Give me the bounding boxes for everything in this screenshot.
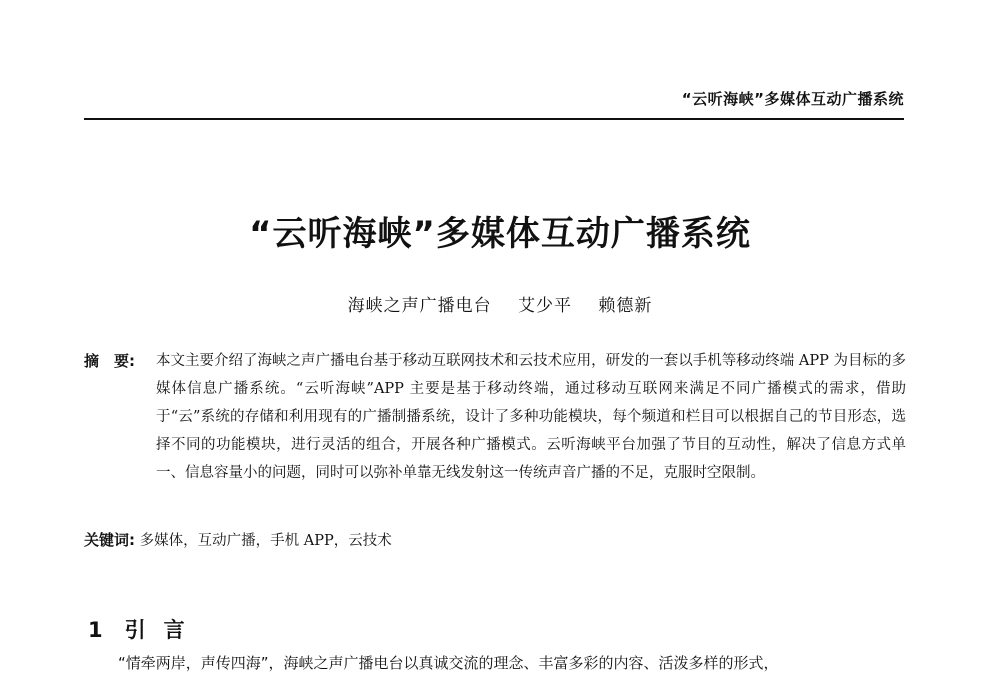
running-header: “云听海峡”多媒体互动广播系统 [681, 90, 904, 108]
abstract-text: 本文主要介绍了海峡之声广播电台基于移动互联网技术和云技术应用，研发的一套以手机等移动终端 APP 为目标的多媒体信息广播系统。“云听海峡”APP 主要是基于移动终端，通过移动互联网来满足不同广播模式的需求，借助于“云”系统的存储和利用现有的广播制播系统，设计了多种功能模块，每个频道和栏目可以根据自己的节目形态，选择不同的功能模块，进行灵活的组合，开展各种广播模式。云听海峡平台加强了节目的互动性，解决了信息方式单一、信息容量小的问题，同时可以弥补单靠无线发射这一传统声音广播的不足，克服时空限制。 [156, 353, 906, 481]
author-line [0, 291, 1000, 316]
author-affiliation: 海峡之声广播电台 [347, 296, 492, 316]
header-rule [84, 118, 904, 120]
keywords-text: 多媒体，互动广播，手机 APP，云技术 [139, 533, 392, 549]
keywords-label: 关键词: [84, 531, 135, 549]
intro-paragraph: “情牵两岸，声传四海”，海峡之声广播电台以真诚交流的理念、丰富多彩的内容、活泼多样的形式， [118, 654, 779, 672]
author-name: 艾少平 [518, 296, 572, 316]
section-title: 引言 [124, 618, 203, 642]
keywords [84, 526, 906, 555]
author-name: 赖德新 [598, 296, 653, 316]
section-heading [88, 614, 203, 644]
abstract-label: 摘 要: [84, 352, 135, 370]
section-number: 1 [88, 618, 103, 642]
abstract [84, 347, 906, 487]
paper-title: “云听海峡”多媒体互动广播系统 [249, 214, 751, 254]
